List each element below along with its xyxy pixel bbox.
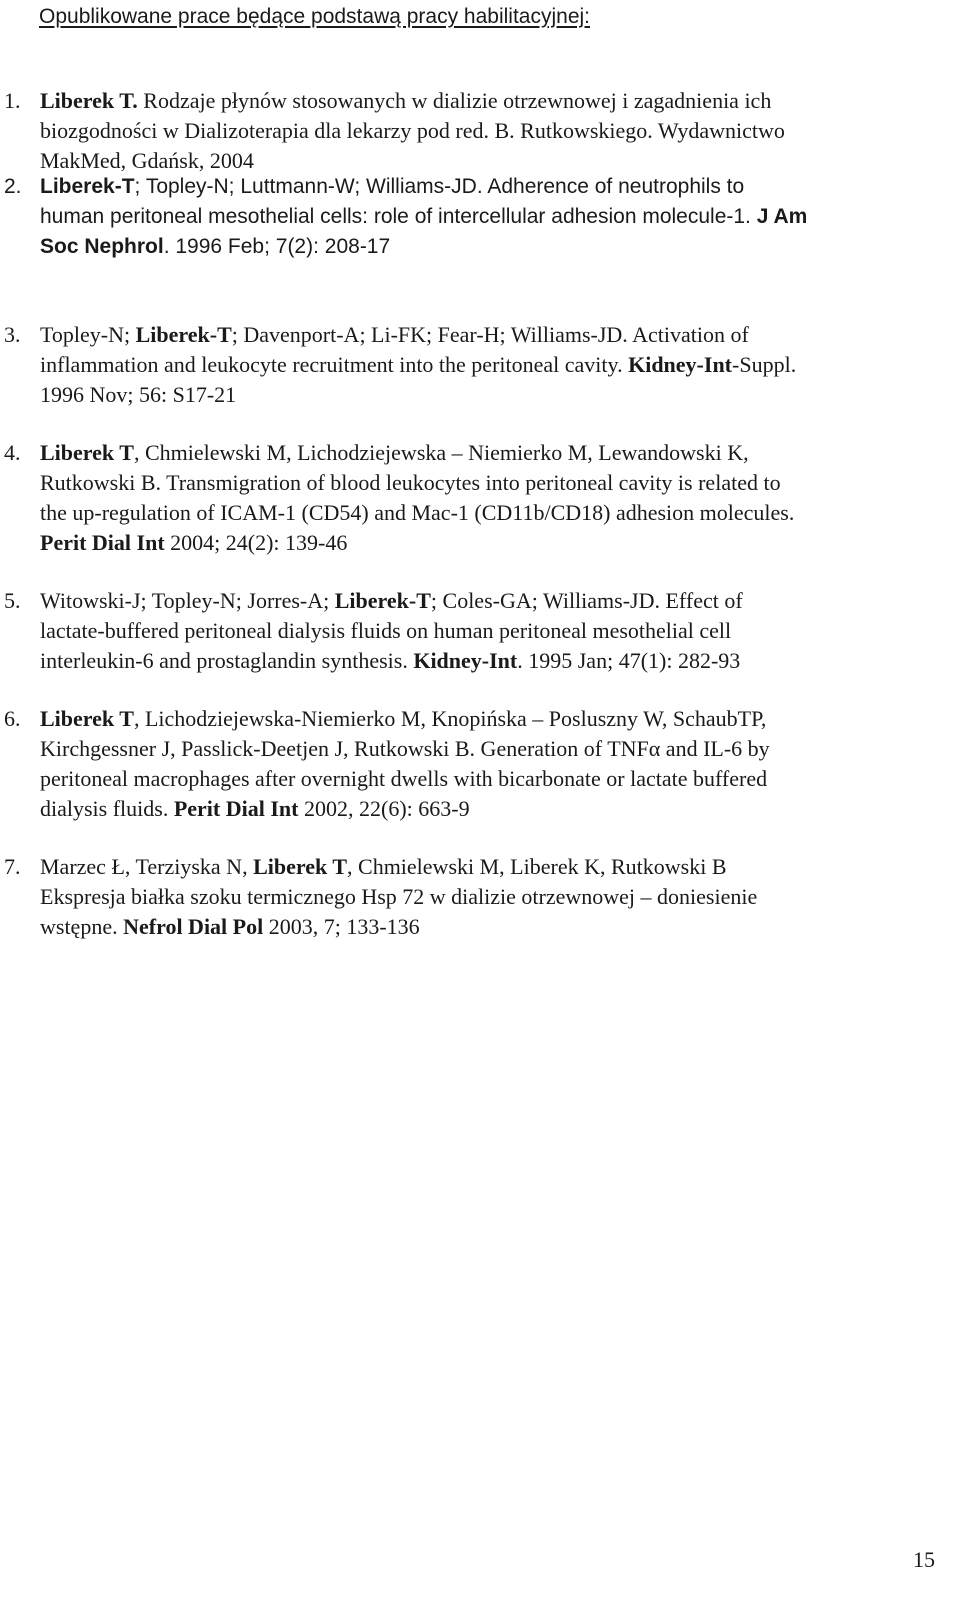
reference-line [40, 380, 940, 410]
reference-number: 6. [4, 706, 21, 731]
bold-segment: Nefrol Dial Pol [123, 914, 264, 939]
text-segment: 2002, 22(6): 663-9 [298, 796, 470, 821]
bold-segment: Liberek T [40, 706, 134, 731]
reference-text [40, 852, 940, 942]
bold-segment: Liberek-T [135, 322, 232, 347]
reference-line [40, 116, 940, 146]
text-segment: . 1995 Jan; 47(1): 282-93 [517, 648, 741, 673]
reference-line [40, 852, 940, 882]
reference-line [40, 468, 940, 498]
text-segment: . 1996 Feb; 7(2): 208-17 [163, 235, 391, 258]
reference-number: 1. [4, 88, 21, 113]
page-number: 15 [913, 1547, 935, 1572]
reference-text [40, 86, 940, 176]
reference-text [40, 320, 940, 410]
reference-line [40, 320, 940, 350]
bold-segment: Soc Nephrol [40, 235, 164, 258]
text-segment: interleukin-6 and prostaglandin synthesis. [40, 648, 414, 673]
text-segment: -Suppl. [732, 352, 797, 377]
reference-number: 4. [4, 440, 21, 465]
reference-line [40, 498, 940, 528]
reference-line [40, 616, 940, 646]
text-segment: , Lichodziejewska-Niemierko M, Knopińska – Posluszny W, SchaubTP, [133, 706, 767, 731]
bold-segment: Liberek T [40, 440, 134, 465]
text-segment: Rutkowski B. Transmigration of blood leukocytes into peritoneal cavity is related to [40, 470, 781, 495]
bold-segment: Liberek T [253, 854, 348, 879]
bold-segment: Perit Dial Int [173, 796, 299, 821]
text-segment: Marzec Ł, Terziyska N, [40, 854, 254, 879]
text-segment: Ekspresja białka szoku termicznego Hsp 72 w dializie otrzewnowej – doniesienie [40, 884, 758, 909]
reference-line [40, 586, 940, 616]
reference-line [40, 232, 940, 262]
reference-text [40, 438, 940, 558]
reference-line [40, 912, 940, 942]
reference-number: 3. [4, 322, 21, 347]
text-segment: ; Davenport-A; Li-FK; Fear-H; Williams-JD. Activation of [231, 322, 749, 347]
reference-line [40, 764, 940, 794]
text-segment: 2003, 7; 133-136 [263, 914, 420, 939]
reference-text [40, 172, 940, 262]
text-segment: inflammation and leukocyte recruitment into the peritoneal cavity. [40, 352, 629, 377]
reference-line [40, 794, 940, 824]
text-segment: biozgodności w Dializoterapia dla lekarzy pod red. B. Rutkowskiego. Wydawnictwo [40, 118, 785, 143]
bold-segment: Perit Dial Int [40, 530, 165, 555]
reference-line [40, 438, 940, 468]
text-segment: peritoneal macrophages after overnight dwells with bicarbonate or lactate buffered [40, 766, 768, 791]
text-segment: Witowski-J; Topley-N; Jorres-A; [40, 588, 335, 613]
reference-number: 2. [4, 175, 22, 198]
bold-segment: J Am [756, 205, 808, 228]
reference-number: 7. [4, 854, 21, 879]
text-segment: 2004; 24(2): 139-46 [164, 530, 348, 555]
bold-segment: Liberek-T [40, 175, 135, 198]
reference-line [40, 528, 940, 558]
bold-segment: Kidney-Int [628, 352, 733, 377]
text-segment: lactate-buffered peritoneal dialysis fluids on human peritoneal mesothelial cell [40, 618, 732, 643]
text-segment: Kirchgessner J, Passlick-Deetjen J, Rutkowski B. Generation of TNFα and IL-6 by [40, 736, 770, 761]
text-segment: MakMed, Gdańsk, 2004 [40, 148, 254, 173]
text-segment: wstępne. [40, 914, 124, 939]
reference-line [40, 882, 940, 912]
reference-line [40, 704, 940, 734]
reference-line [40, 172, 940, 202]
reference-line [40, 350, 940, 380]
text-segment: Topley-N; [40, 322, 136, 347]
text-segment: , Chmielewski M, Lichodziejewska – Niemierko M, Lewandowski K, [133, 440, 749, 465]
bold-segment: Liberek T. [40, 88, 138, 113]
text-segment: 1996 Nov; 56: S17-21 [40, 382, 237, 407]
text-segment: dialysis fluids. [40, 796, 174, 821]
reference-line [40, 646, 940, 676]
reference-line [40, 86, 940, 116]
bold-segment: Liberek-T [334, 588, 431, 613]
reference-line [40, 202, 940, 232]
text-segment: Rodzaje płynów stosowanych w dializie otrzewnowej i zagadnienia ich [137, 88, 772, 113]
text-segment: the up-regulation of ICAM-1 (CD54) and Mac-1 (CD11b/CD18) adhesion molecules. [40, 500, 795, 525]
reference-text [40, 704, 940, 824]
text-segment: human peritoneal mesothelial cells: role of intercellular adhesion molecule-1. [40, 205, 757, 228]
section-heading: Opublikowane prace będące podstawą pracy habilitacyjnej: [39, 5, 591, 28]
bold-segment: Kidney-Int [413, 648, 518, 673]
reference-number: 5. [4, 588, 21, 613]
reference-text [40, 586, 940, 676]
text-segment: ; Topley-N; Luttmann-W; Williams-JD. Adherence of neutrophils to [134, 175, 745, 198]
text-segment: , Chmielewski M, Liberek K, Rutkowski B [347, 854, 727, 879]
text-segment: ; Coles-GA; Williams-JD. Effect of [430, 588, 743, 613]
reference-line [40, 734, 940, 764]
